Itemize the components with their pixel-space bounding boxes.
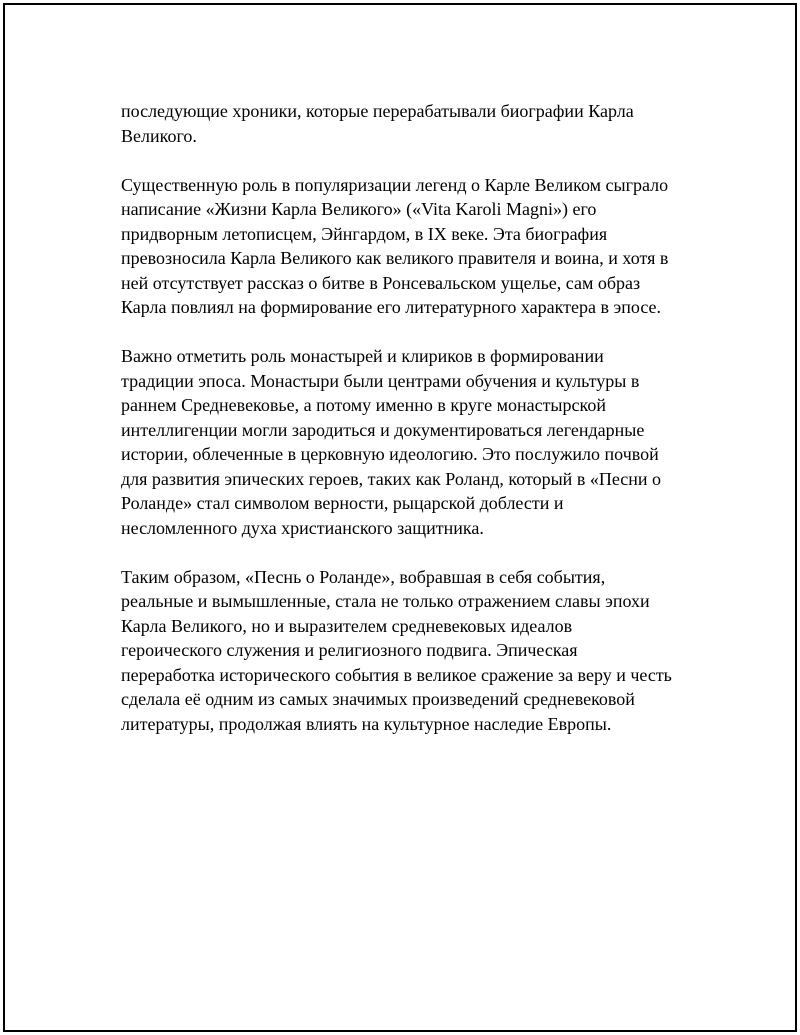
text-line: несломленного духа христианского защитника.: [121, 517, 484, 538]
text-line: последующие хроники, которые перерабатывали биографии Карла: [121, 101, 634, 121]
text-line: Важно отметить роль монастырей и клириков в формировании: [121, 346, 604, 366]
document-page: [3, 3, 797, 1032]
paragraph-1: [121, 99, 701, 148]
text-line: сделала её одним из самых значимых произведений средневековой: [121, 689, 635, 709]
text-line: для развития эпических героев, таких как Роланд, который в «Песни о: [121, 468, 662, 489]
paragraph-2: [121, 173, 701, 320]
text-line: литературы, продолжая влиять на культурное наследие Европы.: [121, 713, 612, 734]
text-line: написание «Жизни Карла Великого» («Vita Karoli Magni») его: [121, 199, 597, 219]
text-line: придворным летописцем, Эйнгардом, в IX веке. Эта биография: [121, 223, 608, 244]
text-line: интеллигенции могли зародиться и документироваться легендарные: [121, 419, 645, 440]
text-line: традиции эпоса. Монастыри были центрами обучения и культуры в: [121, 370, 640, 391]
text-line: реальные и вымышленные, стала не только отражением славы эпохи: [121, 591, 650, 611]
text-line: раннем Средневековье, а потому именно в круге монастырской: [121, 395, 606, 415]
text-line: Роланде» стал символом верности, рыцарской доблести и: [121, 493, 564, 513]
text-line: ней отсутствует рассказ о битве в Ронсевальском ущелье, сам образ: [121, 272, 641, 293]
text-line: истории, облеченные в церковную идеологию. Это послужило почвой: [121, 444, 659, 464]
text-line: героического служения и религиозного подвига. Эпическая: [121, 640, 578, 660]
paragraph-4: [121, 565, 701, 737]
text-line: Таким образом, «Песнь о Роланде», вобравшая в себя события,: [121, 566, 606, 587]
document-body: [121, 99, 701, 761]
text-line: Карла повлиял на формирование его литературного характера в эпосе.: [121, 297, 662, 317]
text-line: Существенную роль в популяризации легенд о Карле Великом сыграло: [121, 174, 669, 195]
text-line: переработка исторического события в великое сражение за веру и честь: [121, 664, 672, 685]
text-line: Великого.: [121, 125, 197, 146]
paragraph-3: [121, 344, 701, 540]
text-line: Карла Великого, но и выразителем средневековых идеалов: [121, 615, 573, 636]
text-line: превозносила Карла Великого как великого правителя и воина, и хотя в: [121, 248, 669, 268]
